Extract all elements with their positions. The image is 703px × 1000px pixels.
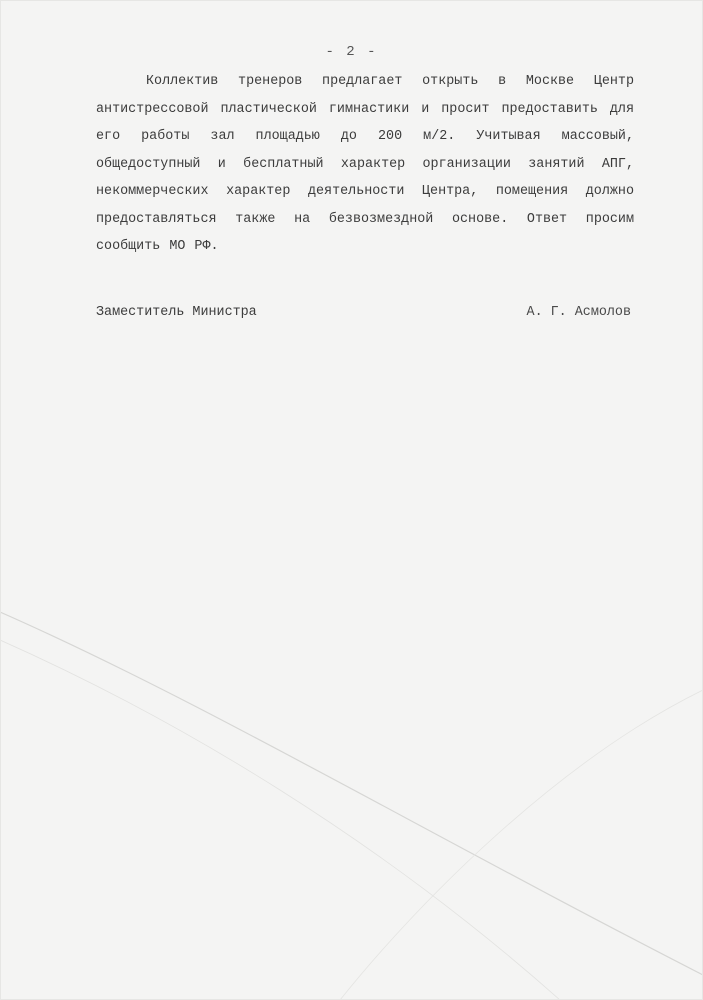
page-number: - 2 -	[325, 44, 378, 60]
body-paragraph: Коллектив тренеров предлагает открыть в Москве Центр антистрессовой пластической гимнастики и просит предоставить для его работы зал площадью до 200 м/2. Учитывая массовый, общедоступный и бесплатный характер организации занятий АПГ, некоммерческих характер деятельности Центра, помещения должно предоставляться также на безвозмездной основе. Ответ просим сообщить МО РФ.	[96, 74, 634, 254]
signature-title: Заместитель Министра	[96, 305, 257, 320]
signature-name: А. Г. Асмолов	[526, 305, 631, 320]
